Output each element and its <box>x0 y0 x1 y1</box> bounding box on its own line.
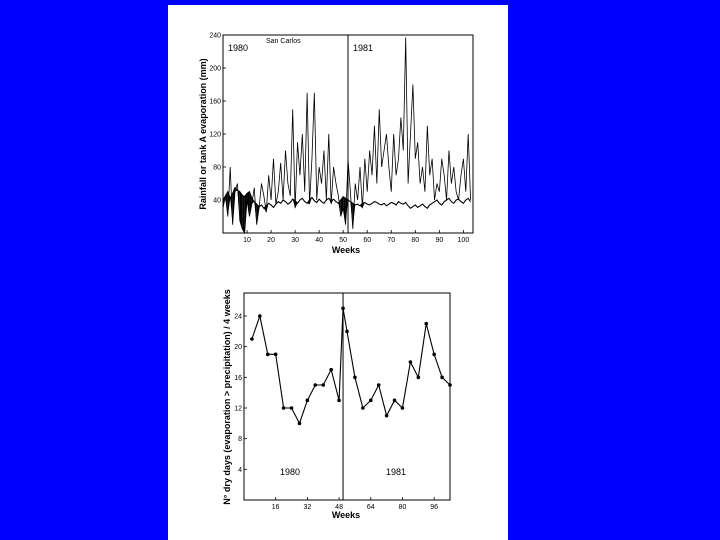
bottom-plot-frame <box>244 293 450 500</box>
dry-days-point <box>345 330 349 334</box>
top-x-tick-label: 40 <box>315 237 324 244</box>
bottom-y-tick-label: 16 <box>234 374 242 382</box>
dry-days-point <box>290 406 294 410</box>
top-x-ticks <box>243 230 469 244</box>
top-y-tick-label: 80 <box>213 164 221 172</box>
bottom-x-tick-label: 80 <box>398 504 407 511</box>
dry-days-point <box>298 422 302 426</box>
figure-paper <box>168 5 508 540</box>
bottom-x-axis-label: Weeks <box>331 510 361 520</box>
top-x-tick-label: 10 <box>243 237 251 244</box>
bottom-year-label-1981: 1981 <box>386 467 407 477</box>
top-year-label-1981: 1981 <box>353 43 374 53</box>
dry-days-point <box>369 399 373 403</box>
rainfall-evaporation-chart <box>198 33 473 256</box>
bottom-series-line <box>252 308 450 423</box>
bottom-y-tick-label: 20 <box>234 344 242 352</box>
top-x-tick-label: 60 <box>363 237 372 244</box>
dry-days-point <box>409 360 413 364</box>
top-x-axis-label: Weeks <box>331 245 361 255</box>
bottom-x-tick-label: 48 <box>335 504 343 511</box>
bottom-x-tick-label: 32 <box>303 504 312 511</box>
dry-days-point <box>448 383 452 387</box>
top-x-tick-label: 90 <box>435 237 444 244</box>
top-y-tick-label: 200 <box>209 65 221 73</box>
top-x-tick-label: 30 <box>291 237 300 244</box>
bottom-y-tick-label: 24 <box>234 313 242 321</box>
bottom-year-label-1980: 1980 <box>280 467 301 477</box>
dry-days-point <box>329 368 333 372</box>
dry-days-chart <box>222 289 452 520</box>
dry-days-point <box>250 337 254 341</box>
bottom-y-tick-label: 4 <box>238 466 242 474</box>
dry-days-point <box>353 376 357 380</box>
dry-days-point <box>393 399 397 403</box>
bottom-y-ticks <box>234 314 247 474</box>
figure-svg <box>168 5 508 540</box>
dry-period-fill <box>242 195 244 233</box>
bottom-x-tick-label: 64 <box>366 504 375 511</box>
top-year-label-1980: 1980 <box>228 43 249 53</box>
bottom-y-axis-label: N° dry days (evaporation > precipitation) / 4 weeks <box>222 289 232 505</box>
bottom-x-tick-label: 16 <box>271 504 280 511</box>
dry-days-point <box>377 383 381 387</box>
top-x-tick-label: 20 <box>267 237 275 244</box>
dry-days-point <box>306 399 310 403</box>
dry-days-point <box>361 406 365 410</box>
top-y-axis-label: Rainfall or tank A evaporation (mm) <box>198 58 208 210</box>
dry-days-point <box>274 353 278 357</box>
dry-days-point <box>401 406 405 410</box>
dry-days-point <box>385 414 389 418</box>
bottom-y-tick-label: 8 <box>238 436 242 444</box>
top-y-tick-label: 40 <box>213 197 221 205</box>
top-x-tick-label: 100 <box>457 237 470 244</box>
bottom-series-points <box>250 307 452 426</box>
top-location-label: San Carlos <box>266 38 301 45</box>
top-y-tick-label: 160 <box>209 98 221 106</box>
dry-days-point <box>341 307 345 311</box>
bottom-x-ticks <box>272 497 438 511</box>
top-y-tick-label: 120 <box>209 131 221 139</box>
dry-days-point <box>440 376 444 380</box>
top-y-tick-label: 240 <box>209 32 221 40</box>
bottom-x-tick-label: 96 <box>430 504 439 511</box>
dry-days-point <box>258 314 262 318</box>
top-x-tick-label: 70 <box>387 237 396 244</box>
dry-days-point <box>314 383 318 387</box>
top-x-tick-label: 50 <box>339 237 348 244</box>
top-x-tick-label: 80 <box>411 237 420 244</box>
dry-days-point <box>424 322 428 326</box>
dry-days-point <box>432 353 436 357</box>
dry-period-fill <box>240 192 242 229</box>
bottom-y-tick-label: 12 <box>234 405 242 413</box>
dry-days-line <box>252 308 450 423</box>
dry-days-point <box>266 353 270 357</box>
dry-days-point <box>321 383 325 387</box>
dry-days-point <box>282 406 286 410</box>
dry-days-point <box>337 399 341 403</box>
dry-days-point <box>417 376 421 380</box>
